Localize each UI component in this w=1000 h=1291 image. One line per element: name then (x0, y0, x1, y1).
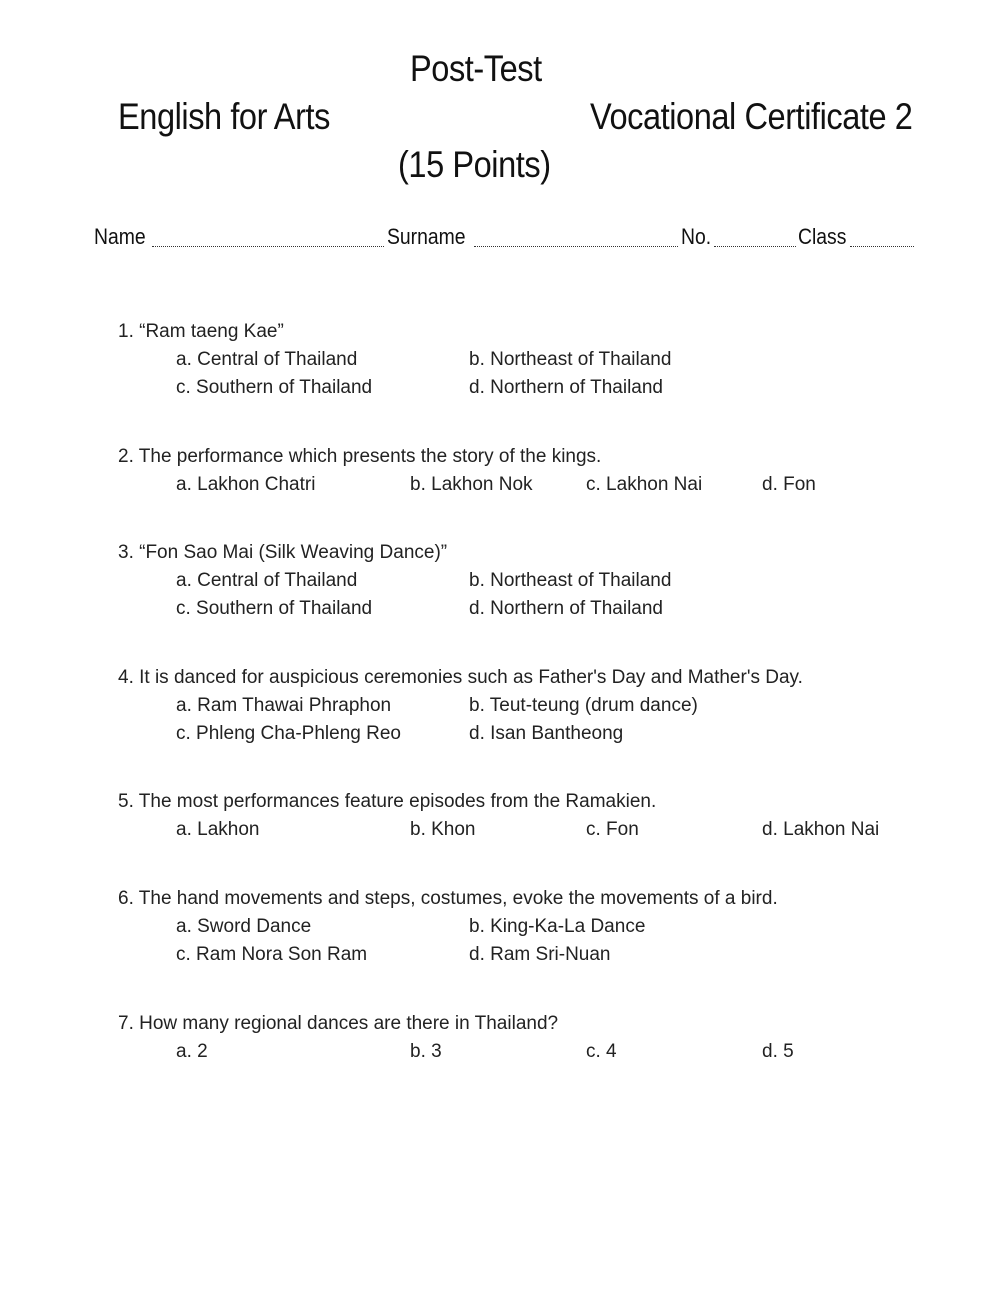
question-2-option-b[interactable]: b. Lakhon Nok (410, 474, 533, 495)
subject-title: English for Arts (118, 96, 330, 137)
number-blank[interactable] (714, 246, 796, 247)
question-7-option-b[interactable]: b. 3 (410, 1041, 442, 1062)
question-7-option-c[interactable]: c. 4 (586, 1041, 617, 1062)
question-3: 3. “Fon Sao Mai (Silk Weaving Dance)” (118, 542, 448, 563)
name-blank[interactable] (152, 246, 384, 247)
question-2-option-d[interactable]: d. Fon (762, 474, 816, 495)
question-5-option-c[interactable]: c. Fon (586, 819, 639, 840)
page-title: Post-Test (410, 48, 542, 89)
question-3-option-b[interactable]: b. Northeast of Thailand (469, 570, 672, 591)
question-3-option-d[interactable]: d. Northern of Thailand (469, 598, 663, 619)
question-4-option-c[interactable]: c. Phleng Cha-Phleng Reo (176, 723, 401, 744)
question-4-option-a[interactable]: a. Ram Thawai Phraphon (176, 695, 392, 716)
question-5-option-b[interactable]: b. Khon (410, 819, 476, 840)
question-2-option-c[interactable]: c. Lakhon Nai (586, 474, 703, 495)
question-5-option-a[interactable]: a. Lakhon (176, 819, 260, 840)
class-label: Class (798, 224, 847, 249)
question-1-option-b[interactable]: b. Northeast of Thailand (469, 349, 672, 370)
question-6-option-c[interactable]: c. Ram Nora Son Ram (176, 944, 368, 965)
question-3-option-c[interactable]: c. Southern of Thailand (176, 598, 373, 619)
question-4: 4. It is danced for auspicious ceremonies such as Father's Day and Mather's Day. (118, 667, 803, 688)
number-label: No. (681, 224, 712, 249)
question-5: 5. The most performances feature episodes from the Ramakien. (118, 791, 657, 812)
surname-blank[interactable] (474, 246, 678, 247)
name-label: Name (94, 224, 146, 249)
class-blank[interactable] (850, 246, 914, 247)
surname-label: Surname (387, 224, 466, 249)
student-info-row (94, 224, 914, 252)
question-2-option-a[interactable]: a. Lakhon Chatri (176, 474, 316, 495)
question-2: 2. The performance which presents the story of the kings. (118, 446, 602, 467)
question-1-option-a[interactable]: a. Central of Thailand (176, 349, 358, 370)
question-7: 7. How many regional dances are there in Thailand? (118, 1013, 559, 1034)
question-4-option-b[interactable]: b. Teut-teung (drum dance) (469, 695, 698, 716)
question-5-option-d[interactable]: d. Lakhon Nai (762, 819, 880, 840)
question-6-option-a[interactable]: a. Sword Dance (176, 916, 312, 937)
question-6-option-d[interactable]: d. Ram Sri-Nuan (469, 944, 611, 965)
question-1-option-d[interactable]: d. Northern of Thailand (469, 377, 663, 398)
question-4-option-d[interactable]: d. Isan Bantheong (469, 723, 624, 744)
question-6-option-b[interactable]: b. King-Ka-La Dance (469, 916, 646, 937)
question-3-option-a[interactable]: a. Central of Thailand (176, 570, 358, 591)
question-7-option-a[interactable]: a. 2 (176, 1041, 208, 1062)
question-1: 1. “Ram taeng Kae” (118, 321, 284, 342)
question-6: 6. The hand movements and steps, costumes, evoke the movements of a bird. (118, 888, 778, 909)
points-title: (15 Points) (398, 144, 551, 185)
question-1-option-c[interactable]: c. Southern of Thailand (176, 377, 373, 398)
level-title: Vocational Certificate 2 (590, 96, 913, 137)
question-7-option-d[interactable]: d. 5 (762, 1041, 794, 1062)
